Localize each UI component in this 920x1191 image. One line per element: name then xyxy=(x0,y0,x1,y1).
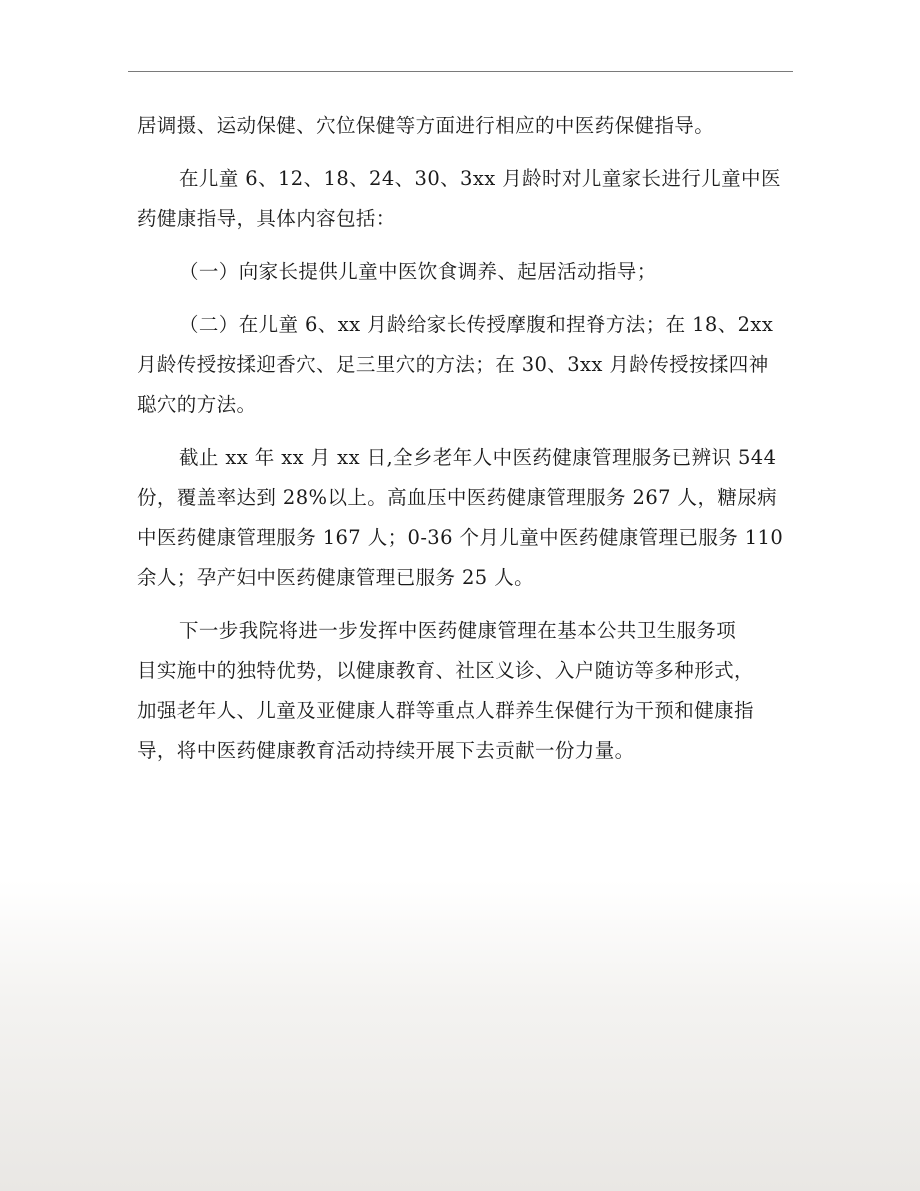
text-line: 截止 xx 年 xx 月 xx 日,全乡老年人中医药健康管理服务已辨识 544 xyxy=(179,446,777,469)
header-rule xyxy=(128,71,793,72)
paragraph-5 xyxy=(137,438,797,598)
text-line: （二）在儿童 6、xx 月龄给家长传授摩腹和捏脊方法；在 18、2xx xyxy=(179,313,774,336)
text-line: 中医药健康管理服务 167 人；0-36 个月儿童中医药健康管理已服务 110 xyxy=(137,526,784,549)
text-line: 目实施中的独特优势，以健康教育、社区义诊、入户随访等多种形式， xyxy=(137,659,754,682)
text-line: 聪穴的方法。 xyxy=(137,393,257,416)
document-body xyxy=(137,106,797,771)
text-line: 份，覆盖率达到 28%以上。高血压中医药健康管理服务 267 人，糖尿病 xyxy=(137,486,778,509)
text-line: 加强老年人、儿童及亚健康人群等重点人群养生保健行为干预和健康指 xyxy=(137,699,754,722)
text-line: 余人；孕产妇中医药健康管理已服务 25 人。 xyxy=(137,566,535,589)
text-line: 导，将中医药健康教育活动持续开展下去贡献一份力量。 xyxy=(137,739,635,762)
text-line: 月龄传授按揉迎香穴、足三里穴的方法；在 30、3xx 月龄传授按揉四神 xyxy=(137,353,769,376)
paragraph-4 xyxy=(137,305,797,425)
text-line: 居调摄、运动保健、穴位保健等方面进行相应的中医药保健指导。 xyxy=(137,114,715,137)
paragraph-2 xyxy=(137,159,797,239)
paragraph-1 xyxy=(137,106,797,146)
text-line: 下一步我院将进一步发挥中医药健康管理在基本公共卫生服务项 xyxy=(179,619,737,642)
text-line: 在儿童 6、12、18、24、30、3xx 月龄时对儿童家长进行儿童中医 xyxy=(179,167,781,190)
paragraph-3 xyxy=(137,252,797,292)
paragraph-6 xyxy=(137,611,797,771)
text-line: 药健康指导，具体内容包括： xyxy=(137,207,396,230)
text-line: （一）向家长提供儿童中医饮食调养、起居活动指导； xyxy=(179,260,657,283)
